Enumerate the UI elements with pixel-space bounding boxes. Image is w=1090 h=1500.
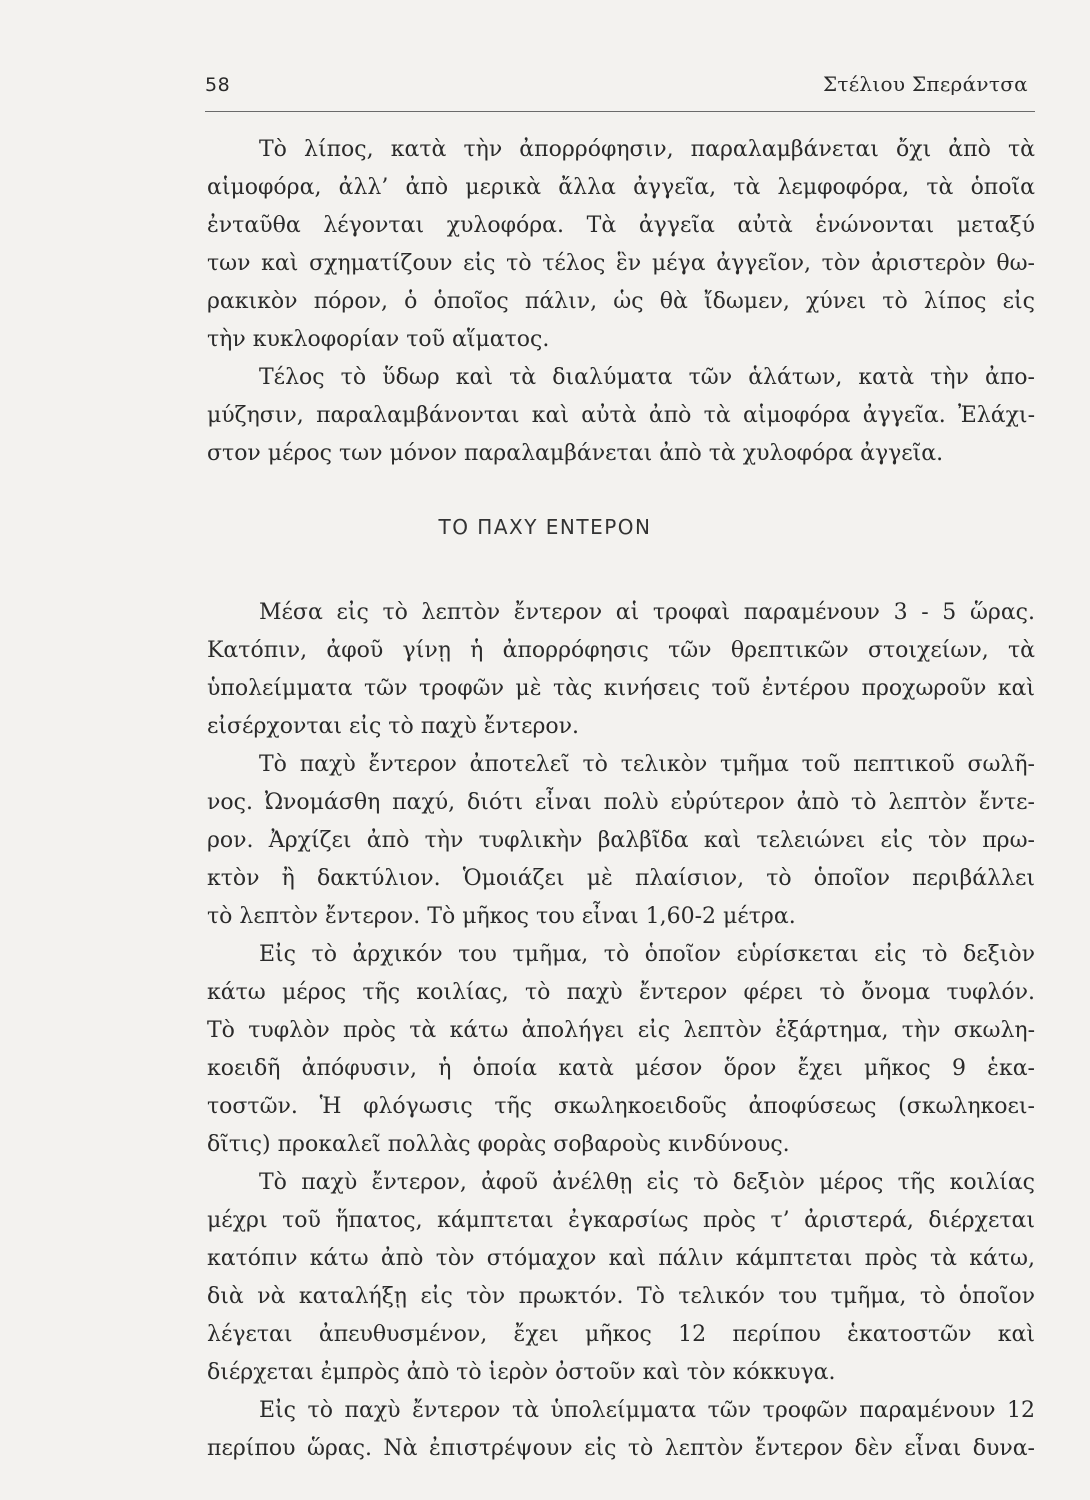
intro-text bbox=[207, 131, 1035, 473]
text-line: κάτω μέρος τῆς κοιλίας, τὸ παχὺ ἔντερον φέρει τὸ ὄνομα τυφλόν. bbox=[207, 980, 1035, 1005]
text-line: αἱμοφόρα, ἀλλ’ ἀπὸ μερικὰ ἄλλα ἀγγεῖα, τὰ λεμφοφόρα, τὰ ὁποῖα bbox=[207, 175, 1035, 200]
text-line: Τὸ παχὺ ἔντερον ἀποτελεῖ τὸ τελικὸν τμῆμα τοῦ πεπτικοῦ σωλῆ- bbox=[259, 752, 1035, 777]
text-line: Τὸ τυφλὸν πρὸς τὰ κάτω ἀπολήγει εἰς λεπτὸν ἐξάρτημα, τὴν σκωλη- bbox=[207, 1018, 1035, 1043]
text-line: Εἰς τὸ παχὺ ἔντερον τὰ ὑπολείμματα τῶν τροφῶν παραμένουν 12 bbox=[259, 1398, 1035, 1423]
header-rule bbox=[205, 111, 1035, 112]
page-number: 58 bbox=[205, 74, 231, 96]
section-text bbox=[207, 594, 1035, 1468]
text-line: τὴν κυκλοφορίαν τοῦ αἵματος. bbox=[207, 327, 550, 352]
text-line: νος. Ὠνομάσθη παχύ, διότι εἶναι πολὺ εὐρύτερον ἀπὸ τὸ λεπτὸν ἔντε- bbox=[207, 790, 1035, 815]
text-line: εἰσέρχονται εἰς τὸ παχὺ ἔντερον. bbox=[207, 714, 580, 739]
text-line: ἐνταῦθα λέγονται χυλοφόρα. Τὰ ἀγγεῖα αὐτὰ ἑνώνονται μεταξύ bbox=[207, 213, 1035, 238]
running-head-author: Στέλιου Σπεράντσα bbox=[822, 72, 1028, 96]
text-line: διέρχεται ἐμπρὸς ἀπὸ τὸ ἱερὸν ὀστοῦν καὶ τὸν κόκκυγα. bbox=[207, 1360, 836, 1385]
section-heading: ΤΟ ΠΑΧΥ ΕΝΤΕΡΟΝ bbox=[438, 515, 652, 539]
text-line: λέγεται ἀπευθυσμένον, ἔχει μῆκος 12 περίπου ἑκατοστῶν καὶ bbox=[207, 1322, 1035, 1347]
text-line: ρακικὸν πόρον, ὁ ὁποῖος πάλιν, ὡς θὰ ἴδωμεν, χύνει τὸ λίπος εἰς bbox=[207, 289, 1035, 314]
text-line: Τὸ λίπος, κατὰ τὴν ἀπορρόφησιν, παραλαμβάνεται ὄχι ἀπὸ τὰ bbox=[259, 137, 1035, 162]
text-line: των καὶ σχηματίζουν εἰς τὸ τέλος ἓν μέγα ἀγγεῖον, τὸν ἀριστερὸν θω- bbox=[207, 251, 1035, 276]
text-line: Τὸ παχὺ ἔντερον, ἀφοῦ ἀνέλθῃ εἰς τὸ δεξιὸν μέρος τῆς κοιλίας bbox=[259, 1170, 1035, 1195]
text-line: κτὸν ἢ δακτύλιον. Ὁμοιάζει μὲ πλαίσιον, τὸ ὁποῖον περιβάλλει bbox=[207, 866, 1035, 891]
text-line: στον μέρος των μόνον παραλαμβάνεται ἀπὸ τὰ χυλοφόρα ἀγγεῖα. bbox=[207, 441, 944, 466]
text-line: Μέσα εἰς τὸ λεπτὸν ἔντερον αἱ τροφαὶ παραμένουν 3 - 5 ὥρας. bbox=[259, 600, 1035, 625]
text-line: κοειδῆ ἀπόφυσιν, ἡ ὁποία κατὰ μέσον ὅρον ἔχει μῆκος 9 ἑκα- bbox=[207, 1056, 1035, 1081]
text-line: Εἰς τὸ ἀρχικόν του τμῆμα, τὸ ὁποῖον εὑρίσκεται εἰς τὸ δεξιὸν bbox=[259, 942, 1035, 967]
text-line: τοστῶν. Ἡ φλόγωσις τῆς σκωληκοειδοῦς ἀποφύσεως (σκωληκοει- bbox=[207, 1094, 1035, 1119]
text-line: διὰ νὰ καταλήξῃ εἰς τὸν πρωκτόν. Τὸ τελικόν του τμῆμα, τὸ ὁποῖον bbox=[207, 1284, 1035, 1309]
text-line: μέχρι τοῦ ἥπατος, κάμπτεται ἐγκαρσίως πρὸς τ’ ἀριστερά, διέρχεται bbox=[207, 1208, 1035, 1233]
text-line: δῖτις) προκαλεῖ πολλὰς φορὰς σοβαροὺς κινδύνους. bbox=[207, 1132, 790, 1157]
text-line: Τέλος τὸ ὕδωρ καὶ τὰ διαλύματα τῶν ἁλάτων, κατὰ τὴν ἀπο- bbox=[259, 365, 1035, 390]
text-line: μύζησιν, παραλαμβάνονται καὶ αὐτὰ ἀπὸ τὰ αἱμοφόρα ἀγγεῖα. Ἐλάχι- bbox=[207, 403, 1035, 428]
text-line: ὑπολείμματα τῶν τροφῶν μὲ τὰς κινήσεις τοῦ ἐντέρου προχωροῦν καὶ bbox=[207, 676, 1035, 701]
text-line: Κατόπιν, ἀφοῦ γίνῃ ἡ ἀπορρόφησις τῶν θρεπτικῶν στοιχείων, τὰ bbox=[207, 638, 1035, 663]
text-line: κατόπιν κάτω ἀπὸ τὸν στόμαχον καὶ πάλιν κάμπτεται πρὸς τὰ κάτω, bbox=[207, 1246, 1035, 1271]
text-line: ρον. Ἀρχίζει ἀπὸ τὴν τυφλικὴν βαλβῖδα καὶ τελειώνει εἰς τὸν πρω- bbox=[207, 828, 1035, 853]
text-line: τὸ λεπτὸν ἔντερον. Τὸ μῆκος του εἶναι 1,60-2 μέτρα. bbox=[207, 904, 796, 929]
text-line: περίπου ὥρας. Νὰ ἐπιστρέψουν εἰς τὸ λεπτὸν ἔντερον δὲν εἶναι δυνα- bbox=[207, 1436, 1035, 1461]
